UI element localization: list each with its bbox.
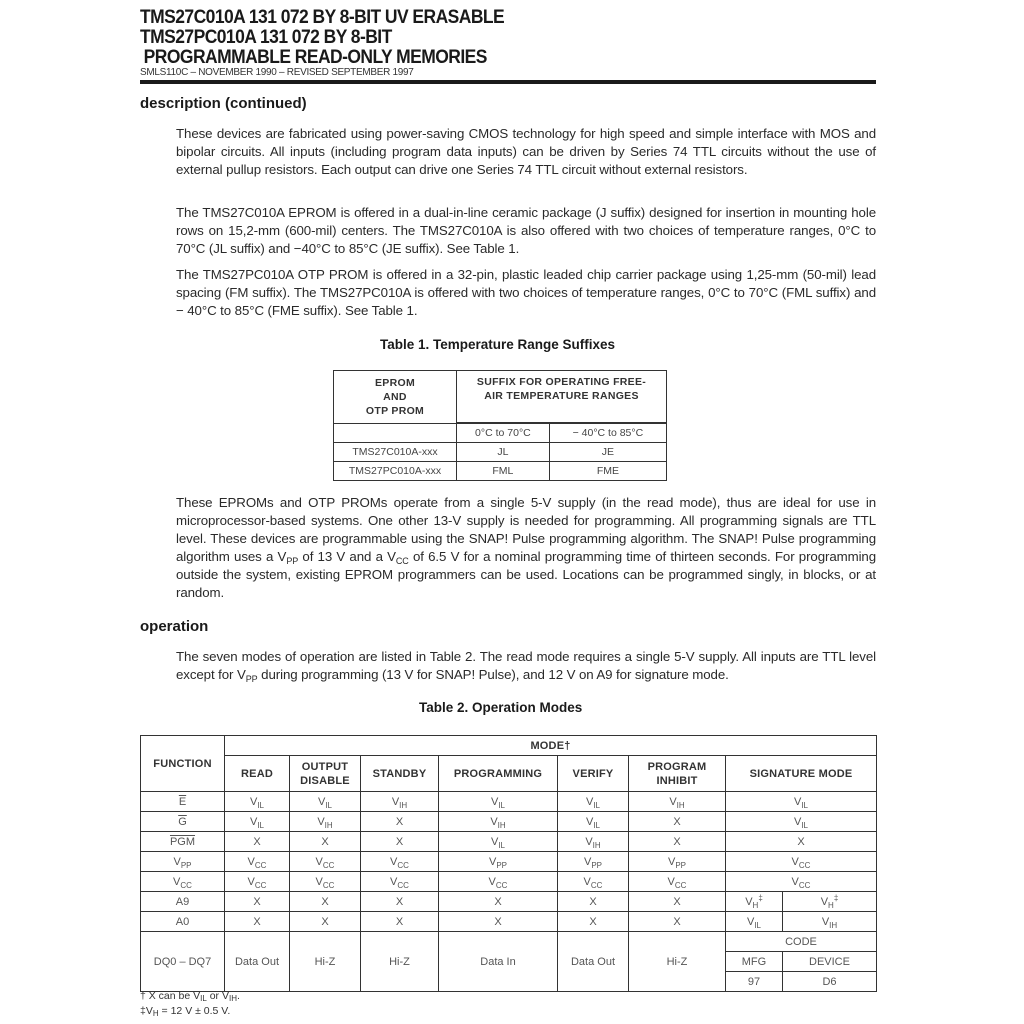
- footnote-double-dagger: $\ddagger V_H = 12$ V ± 0.5 V.: [140, 1005, 231, 1018]
- code-label: CODE: [726, 932, 877, 952]
- paragraph-2: The TMS27C010A EPROM is offered in a dual-in-line ceramic package (J suffix) designed for insertion in mounting hole rows on 15,2-mm (600-mil) centers. The TMS27C010A is also offered with two choices of temperature ranges, 0°C to 70°C (JL suffix) and −40°C to 85°C (JE suffix). See Table 1.: [176, 205, 876, 256]
- temperature-suffix-table: [333, 370, 667, 481]
- col-header-program-inhibit: PROGRAM INHIBIT: [629, 756, 726, 792]
- col-header-output-disable: OUTPUT DISABLE: [290, 756, 361, 792]
- device-label: DEVICE: [782, 952, 876, 972]
- col-header-verify: VERIFY: [558, 756, 629, 792]
- cell-function-a9: A9: [141, 892, 225, 912]
- col-header-programming: PROGRAMMING: [439, 756, 558, 792]
- title-line-2: TMS27PC010A 131 072 BY 8-BIT: [140, 27, 392, 48]
- table-row: $V_{CC}$ $V_{CC}$ $V_{CC}$ $V_{CC}$ $V_{CC}$ $V_{CC}$ $V_{CC}$ $V_{CC}$: [141, 872, 877, 892]
- col-header-read: READ: [225, 756, 290, 792]
- document-header: [140, 8, 536, 78]
- col-header-mode: MODE†: [225, 736, 877, 756]
- operation-paragraph: The seven modes of operation are listed in Table 2. The read mode requires a single 5-V supply. All inputs are TTL level except for $V_{PP}$ during programming (13 V for SNAP! Pulse), and 12 V on A9 for signature mode.: [176, 649, 876, 684]
- empty-cell: [334, 424, 457, 443]
- sub-header-low: 0°C to 70°C: [457, 424, 550, 443]
- cell-low: JL: [457, 443, 550, 462]
- cell-high: JE: [549, 443, 666, 462]
- device-code: D6: [782, 972, 876, 992]
- table-row: A0 X X X X X X $V_{IL}$ $V_{IH}$: [141, 912, 877, 932]
- table-row: $V_{PP}$ $V_{CC}$ $V_{CC}$ $V_{CC}$ $V_{PP}$ $V_{PP}$ $V_{PP}$ $V_{CC}$: [141, 852, 877, 872]
- cell-device: TMS27C010A-xxx: [334, 443, 457, 462]
- table1-caption: Table 1. Temperature Range Suffixes: [380, 337, 616, 352]
- footnote-dagger: † X can be $V_{IL}$ or $V_{IH}$.: [140, 990, 240, 1003]
- cell-device: TMS27PC010A-xxx: [334, 462, 457, 481]
- cell-function-e: $\overline{E}$: [141, 792, 225, 812]
- col-header-standby: STANDBY: [361, 756, 439, 792]
- cell-high: FME: [549, 462, 666, 481]
- section-heading-operation: operation: [140, 618, 209, 635]
- paragraph-4: These EPROMs and OTP PROMs operate from a single 5-V supply (in the read mode), thus are ideal for use in microprocessor-based systems. One other 13-V supply is needed for programming. All programming signals are TTL level. These devices are programmable using the SNAP! Pulse programming algorithm. The SNAP! Pulse programming algorithm uses a $V_{PP}$ of 13 V and a $V_{CC}$ of 6.5 V for a nominal programming time of thirteen seconds. For programming outside the system, existing EPROM programmers can be used. Locations can be programmed singly, in blocks, or at random.: [176, 495, 877, 600]
- table-row: [334, 462, 667, 481]
- section-heading-description: description (continued): [140, 95, 307, 112]
- col-header-signature-mode: SIGNATURE MODE: [726, 756, 877, 792]
- operation-modes-table: [140, 735, 877, 992]
- cell-function-vcc: $V_{CC}$: [141, 872, 225, 892]
- cell-function-dq: DQ0 – DQ7: [141, 932, 225, 992]
- cell-low: FML: [457, 462, 550, 481]
- cell-function-g: $\overline{G}$: [141, 812, 225, 832]
- title-line-3: PROGRAMMABLE READ-ONLY MEMORIES: [143, 47, 487, 68]
- mfg-code: 97: [726, 972, 783, 992]
- cell-function-a0: A0: [141, 912, 225, 932]
- table-row: $\overline{G}$ $V_{IL}$ $V_{IH}$ X $V_{IH}$ $V_{IL}$ X $V_{IL}$: [141, 812, 877, 832]
- mfg-label: MFG: [726, 952, 783, 972]
- table2-caption: Table 2. Operation Modes: [419, 700, 583, 715]
- table-row: A9 X X X X X X $V_H^\ddagger$ $V_H^\ddagger$: [141, 892, 877, 912]
- header-rule: [140, 80, 876, 84]
- cell-function-vpp: $V_{PP}$: [141, 852, 225, 872]
- col-header-suffix: SUFFIX FOR OPERATING FREE- AIR TEMPERATURE RANGES: [457, 371, 667, 423]
- table-row: $\overline{E}$ $V_{IL}$ $V_{IL}$ $V_{IH}$ $V_{IL}$ $V_{IL}$ $V_{IH}$ $V_{IL}$: [141, 792, 877, 812]
- table-row: DQ0 – DQ7 Data Out Hi-Z Hi-Z Data In Data Out Hi-Z CODE: [141, 932, 877, 952]
- table-row: [334, 443, 667, 462]
- paragraph-1: These devices are fabricated using power-saving CMOS technology for high speed and simple interface with MOS and bipolar circuits. All inputs (including program data inputs) can be driven by Series 74 TTL circuits without the use of external pullup resistors. Each output can drive one Series 74 TTL circuit without external resistors.: [176, 126, 876, 177]
- paragraph-3: The TMS27PC010A OTP PROM is offered in a 32-pin, plastic leaded chip carrier package using 1,25-mm (50-mil) lead spacing (FM suffix). The TMS27PC010A is offered with two choices of temperature ranges, 0°C to 70°C (FML suffix) and − 40°C to 85°C (FME suffix). See Table 1.: [176, 267, 876, 318]
- title-line-1: TMS27C010A 131 072 BY 8-BIT UV ERASABLE: [140, 7, 505, 28]
- col-header-device: EPROM AND OTP PROM: [334, 371, 457, 424]
- table-row: $\overline{PGM}$ X X X $V_{IL}$ $V_{IH}$ X X: [141, 832, 877, 852]
- sub-header-high: − 40°C to 85°C: [549, 424, 666, 443]
- cell-function-pgm: $\overline{PGM}$: [141, 832, 225, 852]
- doc-info: SMLS110C – NOVEMBER 1990 – REVISED SEPTEMBER 1997: [140, 67, 414, 78]
- col-header-function: FUNCTION: [141, 736, 225, 792]
